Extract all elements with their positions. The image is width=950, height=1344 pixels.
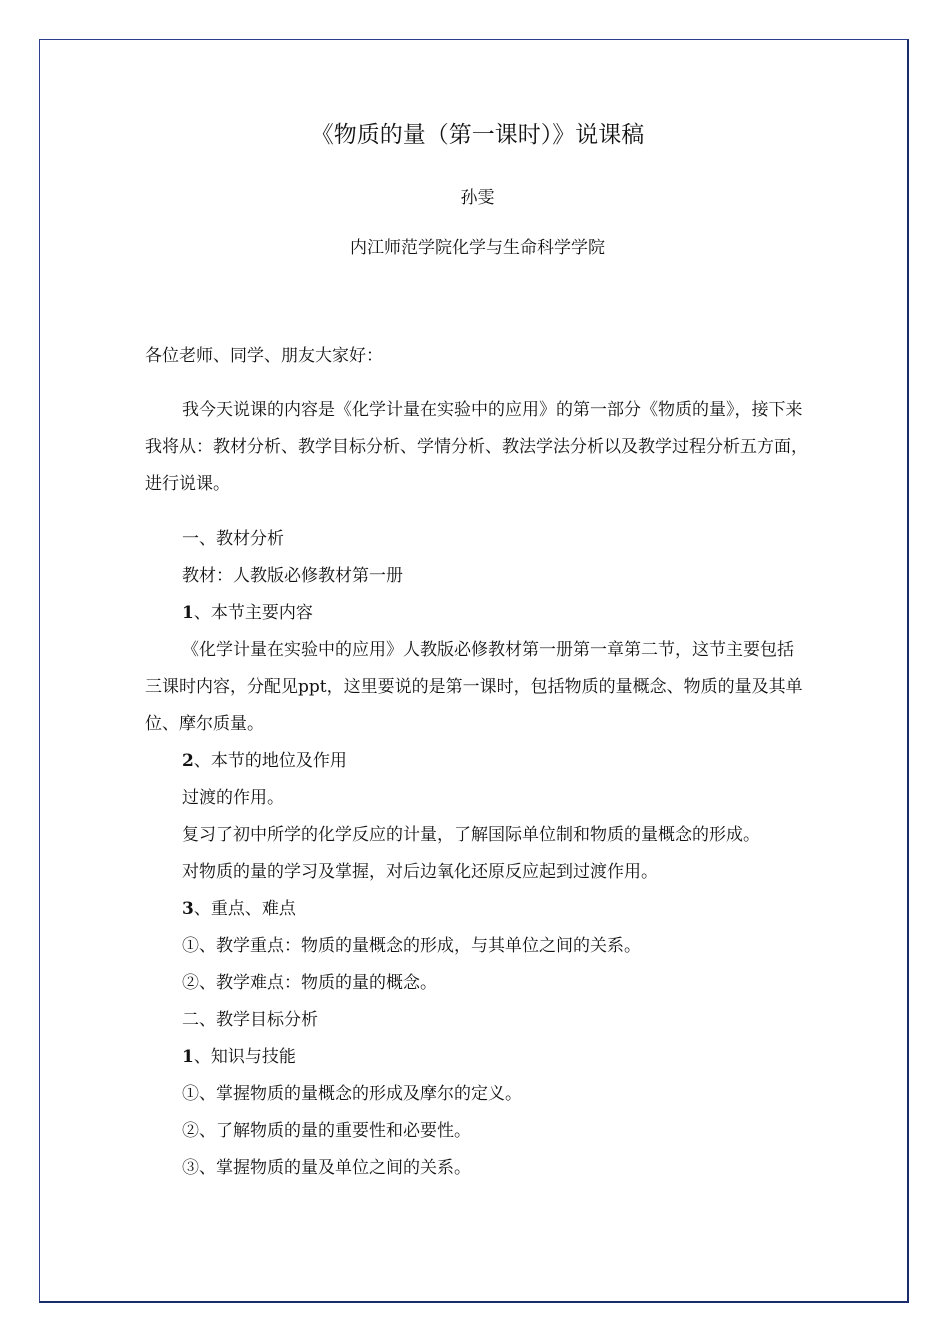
subheading-text: 、重点、难点: [193, 899, 296, 919]
subheading-main-content: [145, 595, 810, 632]
role-line-1: 过渡的作用。: [182, 788, 284, 808]
subheading-number: 3: [182, 899, 194, 919]
subheading-number: 2: [182, 751, 194, 771]
greeting: 各位老师、同学、朋友大家好：: [145, 346, 383, 366]
main-content-paragraph: 《化学计量在实验中的应用》人教版必修教材第一册第一章第二节，这节主要包括三课时内容，分配见ppt，这里要说的是第一课时，包括物质的量概念、物质的量及其单位、摩尔质量。: [145, 640, 803, 734]
author-name: 孙雯: [460, 188, 495, 208]
subheading-number: 1: [182, 1047, 194, 1067]
section-heading-teaching-goals: 二、教学目标分析: [182, 1010, 318, 1030]
intro-paragraph: 我今天说课的内容是《化学计量在实验中的应用》的第一部分《物质的量》，接下来我将从：教材分析、教学目标分析、学情分析、教法学法分析以及教学过程分析五方面，进行说课。: [145, 400, 808, 494]
subheading-key-points: [145, 891, 810, 928]
role-line-2: 复习了初中所学的化学反应的计量，了解国际单位制和物质的量概念的形成。: [182, 825, 760, 845]
key-point-item: ①、教学重点：物质的量概念的形成，与其单位之间的关系。: [182, 936, 641, 956]
textbook-line: 教材：人教版必修教材第一册: [182, 566, 403, 586]
subheading-text: 、本节的地位及作用: [193, 751, 347, 771]
subheading-role: [145, 743, 810, 780]
subheading-number: 1: [182, 603, 194, 623]
document-title: 《物质的量（第一课时）》说课稿: [310, 122, 645, 148]
goal-item: ①、掌握物质的量概念的形成及摩尔的定义。: [182, 1084, 522, 1104]
section-heading-textbook-analysis: 一、教材分析: [182, 529, 284, 549]
difficulty-item: ②、教学难点：物质的量的概念。: [182, 973, 437, 993]
subheading-knowledge-skills: [145, 1039, 810, 1076]
subheading-text: 、知识与技能: [193, 1047, 296, 1067]
subheading-text: 、本节主要内容: [193, 603, 313, 623]
document-body: [145, 338, 810, 1187]
goal-item: ③、掌握物质的量及单位之间的关系。: [182, 1158, 471, 1178]
goal-item: ②、了解物质的量的重要性和必要性。: [182, 1121, 471, 1141]
role-line-3: 对物质的量的学习及掌握，对后边氧化还原反应起到过渡作用。: [182, 862, 658, 882]
author-affiliation: 内江师范学院化学与生命科学学院: [350, 238, 605, 258]
